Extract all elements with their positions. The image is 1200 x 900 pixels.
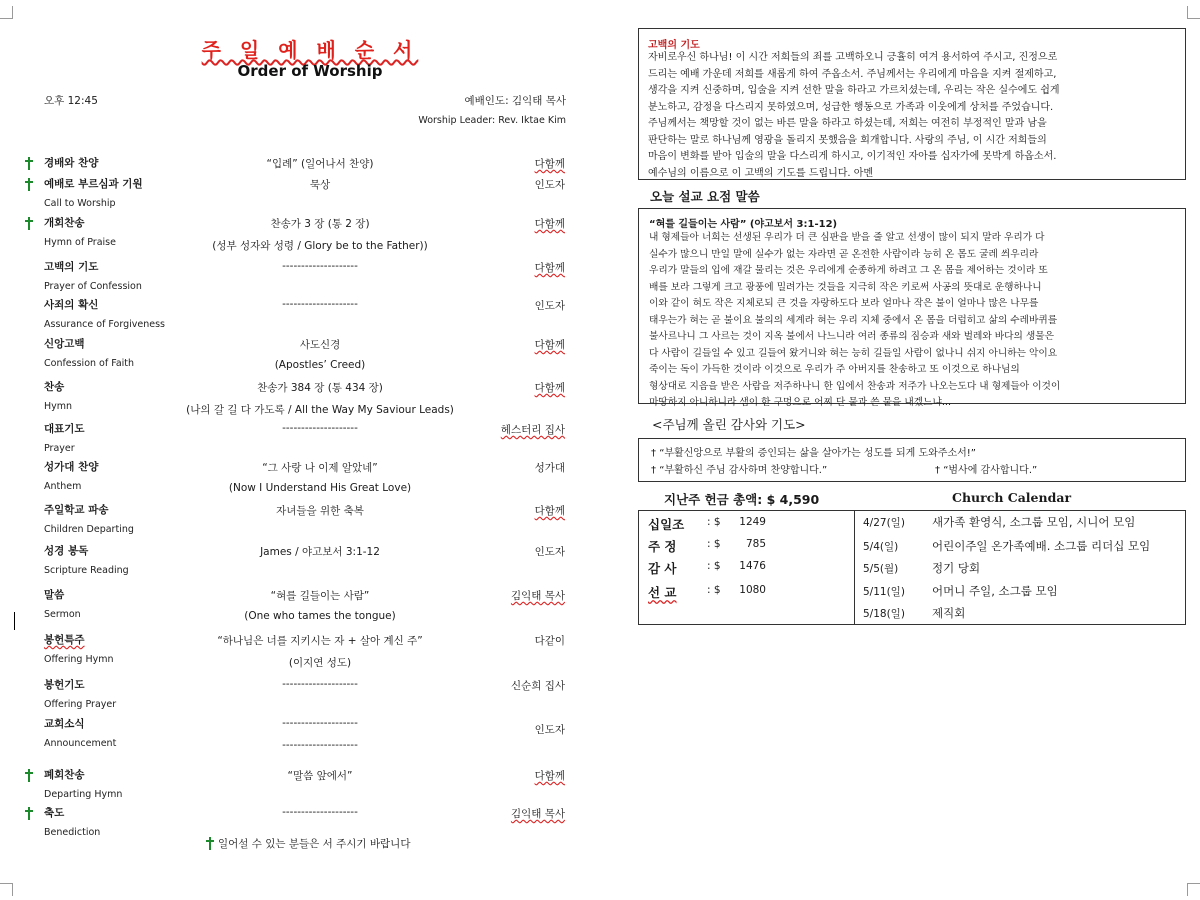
order-item-english: Sermon: [44, 609, 81, 620]
confession-text: 자비로우신 하나님! 이 시간 저희들의 죄를 고백하오니 긍휼히 여겨 용서하여 주시고, 진정으로 드리는 예배 가운데 저희를 새롭게 하여 주옵소서. 주님께서는 우리에게 마음을 지켜 절제하고, 생각을 지켜 신중하며, 입술을 지켜 선한 말을 하라고 가르치셨는데, 우리는 작은 실수에도 쉽게 분노하고, 감정을 다스리지 못하였으며, 성급한 행동으로 가족과 이웃에게 상처를 주었습니다. 주님께서는 책망할 것이 없는 바른 말을 하라고 하셨는데, 저희는 여전히 부정적인 말과 남을 판단하는 말로 하나님께 영광을 돌리지 못했음을 회개합니다. 사랑의 주님, 이 시간 저희들의 마음이 변화를 받아 입술의 말을 다스리게 하시고, 이기적인 자아를 십자가에 못박게 하옵소서. 예수님의 이름으로 이 고백의 기도를 드립니다. 아멘: [648, 52, 1060, 179]
order-item-leader: 김익태 목사: [510, 590, 565, 602]
order-item-english: Children Departing: [44, 524, 134, 535]
calendar-event: 정기 당회: [932, 561, 981, 575]
title-korean: 주 일 예 배 순 서: [201, 38, 419, 62]
order-item-detail: 묵상: [309, 179, 331, 191]
order-item-title: 성가대 찬양: [44, 461, 99, 473]
offering-currency: : $: [707, 538, 721, 550]
order-item-title: 교회소식: [44, 718, 85, 730]
thanks-heading: <주님께 올린 감사와 기도>: [652, 417, 806, 432]
calendar-date: 5/11(일): [863, 586, 905, 598]
crop-mark-top-left: [0, 6, 13, 19]
text-cursor: [14, 612, 15, 630]
offering-amount: 1080: [739, 584, 766, 596]
calendar-event: 제직회: [932, 606, 966, 620]
order-item-detail: 사도신경: [299, 339, 341, 351]
order-item-leader: 다함께: [534, 382, 565, 394]
order-item-detail: “하나님은 너를 지키시는 자 + 살아 계신 주”: [217, 635, 423, 647]
order-item-english: Offering Prayer: [44, 699, 117, 710]
order-item-english: Assurance of Forgiveness: [44, 319, 166, 330]
order-item-leader: 인도자: [534, 724, 565, 736]
order-item-detail: 자녀들을 위한 축복: [276, 505, 364, 517]
order-item-leader: 인도자: [534, 546, 565, 558]
order-item-detail-secondary: (나의 갈 길 다 가도록 / All the Way My Saviour Leads): [186, 404, 454, 416]
worship-leader-english: Worship Leader: Rev. Iktae Kim: [418, 115, 566, 126]
offering-amount: 1476: [739, 560, 766, 572]
order-item-english: Hymn of Praise: [44, 237, 116, 248]
order-item-detail-secondary: (Apostles’ Creed): [274, 359, 366, 371]
order-item-leader: 다함께: [534, 770, 565, 782]
offering-label: 선 교: [648, 585, 677, 600]
standing-cross-icon: [25, 157, 33, 170]
offering-currency: : $: [707, 516, 721, 528]
order-item-english: Anthem: [44, 481, 82, 492]
order-item-detail: --------------------: [282, 678, 358, 690]
offering-label: 감 사: [648, 561, 677, 576]
crop-mark-bottom-right: [1187, 883, 1200, 896]
thanks-line-3-text: “범사에 감사합니다.”: [943, 465, 1038, 476]
order-item-title: 말씀: [44, 589, 65, 601]
order-item-detail: “입례” (일어나서 찬양): [266, 158, 374, 170]
order-item-leader: 다함께: [534, 339, 565, 351]
offering-label: 주 정: [648, 539, 677, 554]
thanks-box: [638, 438, 1186, 482]
standing-cross-icon: [25, 178, 33, 191]
order-item-english: Prayer of Confession: [44, 281, 142, 292]
order-item-detail: --------------------: [282, 298, 358, 310]
crop-mark-top-right: [1187, 6, 1200, 19]
worship-leader-korean: 예배인도: 김익태 목사: [464, 95, 566, 107]
calendar-event: 어머니 주일, 소그룹 모임: [932, 584, 1058, 598]
order-item-detail: --------------------: [282, 717, 358, 729]
order-item-title: 성경 봉독: [44, 545, 89, 557]
table-bottom-border: [638, 624, 1186, 625]
offering-amount: 1249: [739, 516, 766, 528]
table-left-border: [638, 510, 639, 625]
order-item-leader: 다함께: [534, 262, 565, 274]
calendar-date: 5/18(일): [863, 608, 905, 620]
order-item-detail: --------------------: [282, 260, 358, 272]
order-item-english: Benediction: [44, 827, 101, 838]
order-item-english: Departing Hymn: [44, 789, 123, 800]
calendar-date: 4/27(일): [863, 517, 905, 529]
order-item-leader: 인도자: [534, 179, 565, 191]
standing-cross-icon: [25, 769, 33, 782]
calendar-heading: Church Calendar: [952, 490, 1072, 505]
order-item-detail-secondary: --------------------: [282, 739, 358, 751]
sermon-summary-box: [638, 208, 1186, 408]
thanks-line-3: [935, 461, 1037, 476]
order-item-detail-secondary: (이지연 성도): [288, 657, 352, 669]
order-item-title: 축도: [44, 807, 65, 819]
sermon-summary-heading: 오늘 설교 요점 말씀: [650, 189, 760, 204]
cross-icon: †: [651, 448, 656, 459]
order-item-leader: 다함께: [534, 158, 565, 170]
sermon-summary-title: “혀를 길들이는 사람” (야고보서 3:1-12): [649, 219, 838, 230]
confession-box: [638, 28, 1186, 180]
order-item-english: Call to Worship: [44, 198, 116, 209]
calendar-event: 새가족 환영식, 소그룹 모임, 시니어 모임: [932, 515, 1136, 529]
order-item-title: 폐회찬송: [44, 769, 85, 781]
order-item-title: 예배로 부르심과 기원: [44, 178, 143, 190]
thanks-line-2-text: “부활하신 주님 감사하며 찬양합니다.”: [659, 465, 828, 476]
order-item-english: Prayer: [44, 443, 75, 454]
offering-label: 십일조: [648, 517, 685, 532]
order-item-title: 대표기도: [44, 423, 85, 435]
offering-currency: : $: [707, 560, 721, 572]
order-item-english: Offering Hymn: [44, 654, 114, 665]
order-item-leader: 다함께: [534, 505, 565, 517]
calendar-date: 5/4(일): [863, 541, 899, 553]
table-right-border: [1185, 510, 1186, 625]
footer-note: [206, 836, 410, 851]
order-item-detail: “그 사랑 나 이제 알았네”: [262, 462, 378, 474]
order-item-leader: 성가대: [534, 462, 565, 474]
order-item-detail: 찬송가 384 장 (통 434 장): [257, 382, 383, 394]
order-item-detail: James / 야고보서 3:1-12: [260, 546, 380, 558]
service-time: 오후 12:45: [44, 95, 98, 107]
cross-icon: †: [935, 465, 940, 476]
thanks-line-1: [651, 444, 976, 459]
order-item-title: 경배와 찬양: [44, 157, 99, 169]
order-item-detail: 찬송가 3 장 (통 2 장): [270, 218, 370, 230]
cross-icon: †: [651, 465, 656, 476]
footer-note-text: 일어설 수 있는 분들은 서 주시기 바랍니다: [218, 838, 411, 850]
thanks-line-2: [651, 461, 827, 476]
standing-cross-icon: [25, 217, 33, 230]
order-item-leader: 신순희 집사: [510, 680, 565, 692]
order-item-detail-secondary: (One who tames the tongue): [244, 610, 396, 622]
order-item-detail-secondary: (Now I Understand His Great Love): [228, 482, 412, 494]
order-item-english: Confession of Faith: [44, 358, 135, 369]
order-item-detail-secondary: (성부 성자와 성령 / Glory be to the Father)): [212, 240, 428, 252]
order-item-leader: 김익태 목사: [510, 808, 565, 820]
order-item-leader: 다함께: [534, 218, 565, 230]
order-item-english: Scripture Reading: [44, 565, 129, 576]
sermon-summary-text: 내 형제들아 너희는 선생된 우리가 더 큰 심판을 받을 줄 알고 선생이 많이 되지 말라 우리가 다 실수가 많으니 만일 말에 실수가 없는 자라면 곧 온전한 사람이라 능히 온 몸도 굴레 씌우리라 우리가 말들의 입에 재갈 물리는 것은 우리에게 순종하게 하려고 그 온 몸을 제어하는 것이라 또 배를 보라 그렇게 크고 광풍에 밀려가는 것들을 지극히 작은 키로써 사공의 뜻대로 운행하나니 이와 같이 혀도 작은 지체로되 큰 것을 자랑하도다 보라 얼마나 작은 불이 얼마나 많은 나무를 태우는가 혀는 곧 불이요 불의의 세계라 혀는 우리 지체 중에서 온 몸을 더럽히고 삶의 수레바퀴를 불사르나니 그 사르는 것이 지옥 불에서 나느니라 여러 종류의 짐승과 새와 벌레와 바다의 생물은 다 사람이 길들일 수 있고 길들여 왔거니와 혀는 능히 길들일 사람이 없나니 쉬지 아니하는 악이요 죽이는 독이 가득한 것이라 이것으로 우리가 주 아버지를 찬송하고 또 이것으로 하나님의 형상대로 지음을 받은 사람을 저주하나니 한 입에서 찬송과 저주가 나오는도다 내 형제들아 이것이 마땅하지 아니하니라 샘이 한 구멍으로 어찌 단 물과 쓴 물을 내겠느냐...: [649, 232, 1061, 408]
order-item-english: Announcement: [44, 738, 117, 749]
title-english: Order of Worship: [237, 62, 383, 80]
offering-currency: : $: [707, 584, 721, 596]
order-item-detail: “혀를 길들이는 사람”: [270, 590, 370, 602]
thanks-line-1-text: “부활신앙으로 부활의 증인되는 삶을 살아가는 성도를 되게 도와주소서!”: [659, 448, 976, 459]
order-item-title: 고백의 기도: [44, 261, 99, 273]
order-item-title: 찬송: [44, 381, 65, 393]
offering-amount: 785: [745, 538, 766, 550]
order-item-detail: --------------------: [282, 806, 358, 818]
order-item-leader: 인도자: [534, 300, 565, 312]
order-item-title: 봉헌기도: [44, 679, 85, 691]
table-top-border: [638, 510, 1186, 511]
order-item-title: 개회찬송: [44, 217, 85, 229]
order-item-title: 주일학교 파송: [44, 504, 109, 516]
order-item-english: Hymn: [44, 401, 73, 412]
calendar-event: 어린이주일 온가족예배. 소그룹 리더십 모임: [932, 539, 1151, 553]
offering-heading: 지난주 헌금 총액: $ 4,590: [664, 492, 820, 507]
order-item-leader: 헤스터리 집사: [500, 424, 565, 436]
standing-cross-icon: [25, 807, 33, 820]
order-item-title: 사죄의 확신: [44, 299, 99, 311]
standing-cross-icon: [206, 837, 214, 850]
confession-title: 고백의 기도: [648, 40, 700, 51]
order-item-detail: --------------------: [282, 422, 358, 434]
calendar-date: 5/5(월): [863, 563, 899, 575]
order-item-leader: 다같이: [534, 635, 565, 647]
order-item-title: 봉헌특주: [44, 634, 85, 646]
order-item-detail: “말씀 앞에서”: [287, 770, 353, 782]
crop-mark-bottom-left: [0, 883, 13, 896]
order-item-title: 신앙고백: [44, 338, 85, 350]
table-middle-border: [854, 510, 855, 625]
